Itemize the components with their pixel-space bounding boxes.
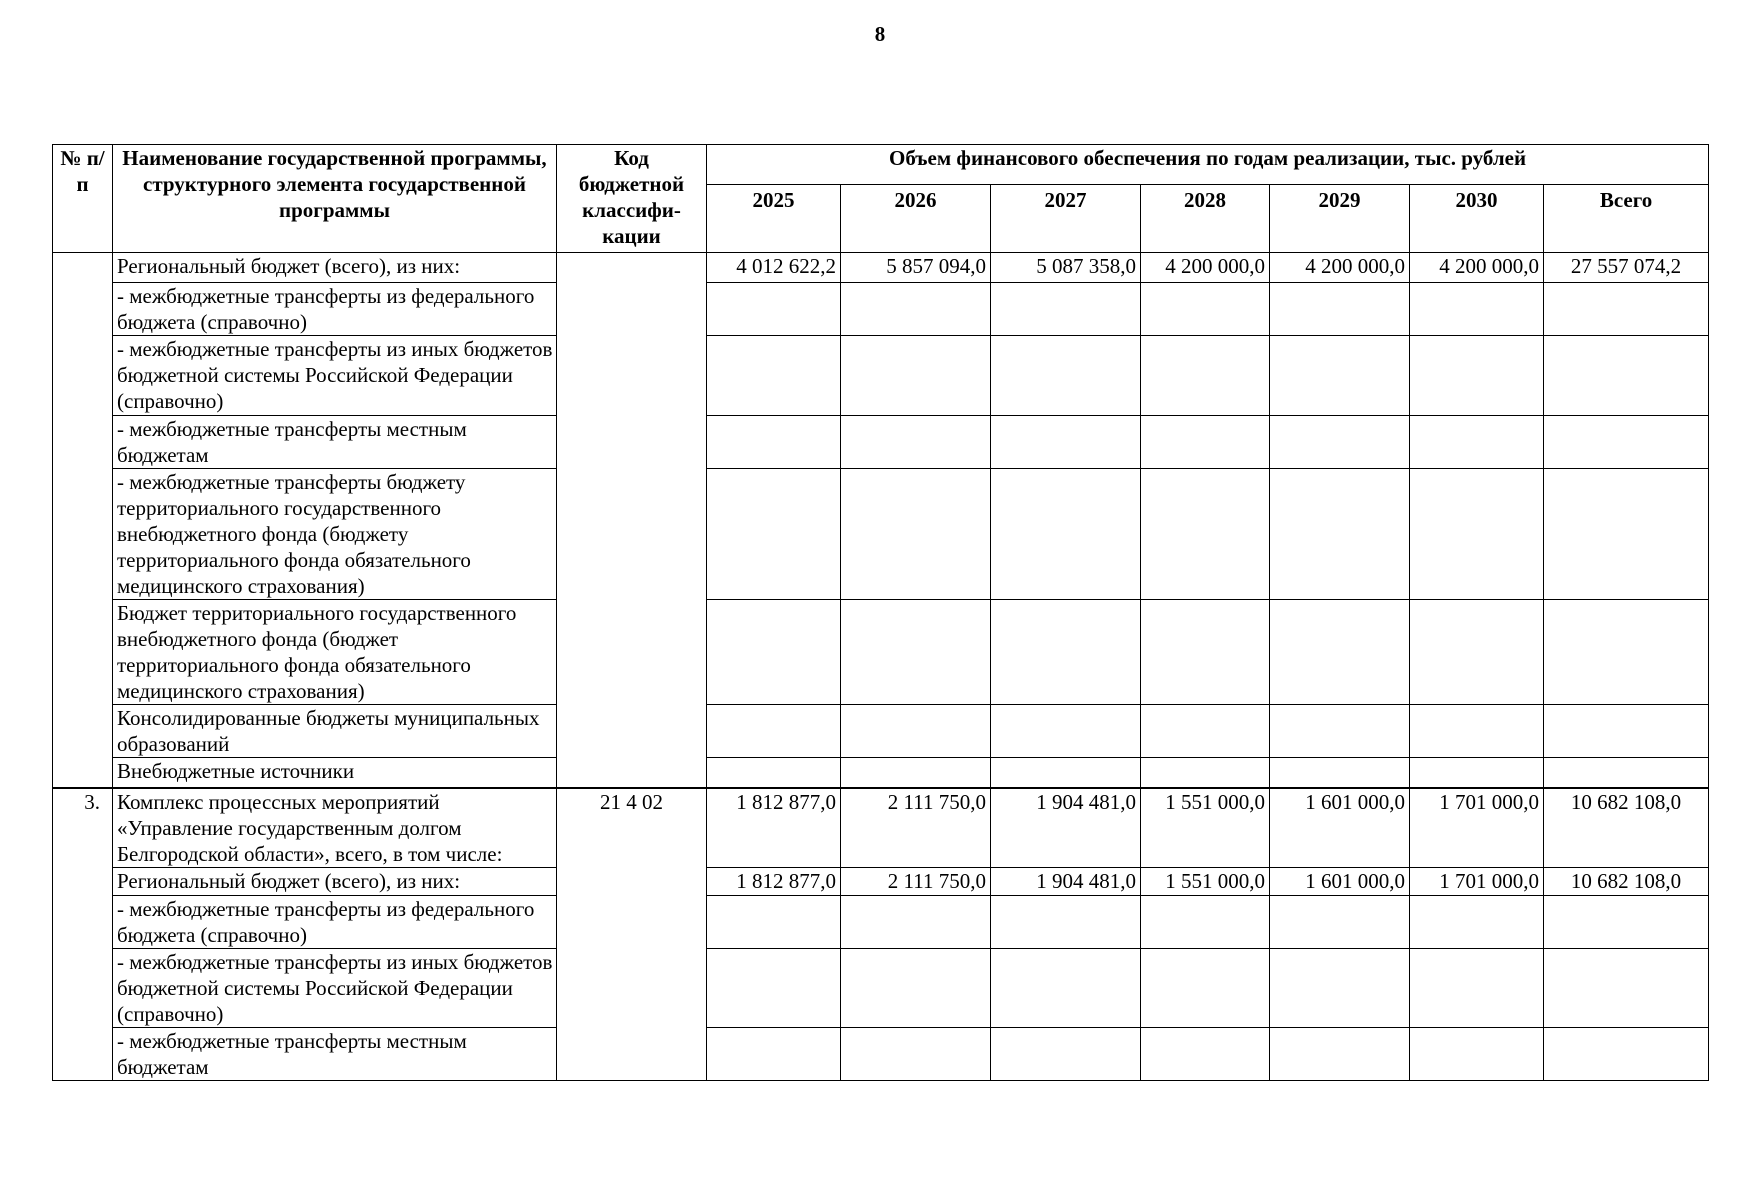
- year-value-cell: [707, 336, 841, 416]
- year-value-cell: [707, 758, 841, 788]
- total-value-cell: [1544, 948, 1709, 1027]
- year-value-cell: [1141, 336, 1270, 416]
- year-value-cell: [841, 336, 991, 416]
- year-value-cell: 5 857 094,0: [841, 253, 991, 283]
- header-year-2029: 2029: [1270, 185, 1410, 253]
- table-row: [53, 705, 1709, 758]
- year-value-cell: [707, 948, 841, 1027]
- table-row: [53, 867, 1709, 895]
- year-value-cell: [1410, 895, 1544, 948]
- year-value-cell: [841, 948, 991, 1027]
- year-value-cell: [991, 469, 1141, 600]
- year-value-cell: [1410, 1027, 1544, 1080]
- year-value-cell: [1270, 336, 1410, 416]
- row-name-cell: - межбюджетные трансферты из иных бюджетов бюджетной системы Российской Федерации (справочно): [113, 948, 557, 1027]
- year-value-cell: [1141, 758, 1270, 788]
- year-value-cell: [841, 705, 991, 758]
- year-value-cell: [707, 705, 841, 758]
- year-value-cell: [991, 1027, 1141, 1080]
- total-value-cell: [1544, 1027, 1709, 1080]
- row-name-cell: Внебюджетные источники: [113, 758, 557, 788]
- year-value-cell: [841, 1027, 991, 1080]
- year-value-cell: 4 200 000,0: [1410, 253, 1544, 283]
- year-value-cell: [991, 283, 1141, 336]
- year-value-cell: [841, 600, 991, 705]
- year-value-cell: [707, 1027, 841, 1080]
- row-name-cell: Региональный бюджет (всего), из них:: [113, 867, 557, 895]
- row-name-cell: - межбюджетные трансферты бюджету территориального государственного внебюджетного фонда (бюджету территориального фонда обязательного медицинского страхования): [113, 469, 557, 600]
- total-value-cell: 10 682 108,0: [1544, 867, 1709, 895]
- year-value-cell: 2 111 750,0: [841, 867, 991, 895]
- row-number-cell: 3.: [53, 788, 113, 1081]
- table-row: [53, 895, 1709, 948]
- year-value-cell: 5 087 358,0: [991, 253, 1141, 283]
- year-value-cell: 1 904 481,0: [991, 788, 1141, 868]
- year-value-cell: [1270, 416, 1410, 469]
- table-body: [53, 253, 1709, 1081]
- header-code: Код бюджетной классифи-кации: [557, 145, 707, 253]
- year-value-cell: 1 601 000,0: [1270, 867, 1410, 895]
- year-value-cell: [1141, 895, 1270, 948]
- year-value-cell: [1410, 758, 1544, 788]
- row-name-cell: - межбюджетные трансферты местным бюджетам: [113, 416, 557, 469]
- table-header: [53, 145, 1709, 253]
- row-name-cell: Консолидированные бюджеты муниципальных образований: [113, 705, 557, 758]
- budget-code-cell: [557, 253, 707, 788]
- table-row: [53, 948, 1709, 1027]
- total-value-cell: [1544, 469, 1709, 600]
- table-row: [53, 758, 1709, 788]
- year-value-cell: [707, 895, 841, 948]
- year-value-cell: [841, 283, 991, 336]
- year-value-cell: [1141, 1027, 1270, 1080]
- year-value-cell: 1 601 000,0: [1270, 788, 1410, 868]
- year-value-cell: [991, 758, 1141, 788]
- year-value-cell: [1410, 469, 1544, 600]
- year-value-cell: [1141, 600, 1270, 705]
- year-value-cell: [991, 416, 1141, 469]
- table-row: [53, 283, 1709, 336]
- header-name: Наименование государственной программы, структурного элемента государственной программы: [113, 145, 557, 253]
- header-total: Всего: [1544, 185, 1709, 253]
- year-value-cell: [1270, 600, 1410, 705]
- row-name-cell: - межбюджетные трансферты из иных бюджетов бюджетной системы Российской Федерации (справочно): [113, 336, 557, 416]
- year-value-cell: [707, 469, 841, 600]
- row-name-cell: - межбюджетные трансферты местным бюджетам: [113, 1027, 557, 1080]
- year-value-cell: 1 701 000,0: [1410, 788, 1544, 868]
- total-value-cell: [1544, 336, 1709, 416]
- year-value-cell: [841, 469, 991, 600]
- year-value-cell: [1270, 948, 1410, 1027]
- year-value-cell: [1410, 283, 1544, 336]
- table-row: [53, 253, 1709, 283]
- header-year-2030: 2030: [1410, 185, 1544, 253]
- total-value-cell: [1544, 705, 1709, 758]
- table-row: [53, 469, 1709, 600]
- year-value-cell: [991, 948, 1141, 1027]
- row-name-cell: Комплекс процессных мероприятий «Управление государственным долгом Белгородской области», всего, в том числе:: [113, 788, 557, 868]
- total-value-cell: [1544, 895, 1709, 948]
- year-value-cell: [841, 758, 991, 788]
- header-num: № п/п: [53, 145, 113, 253]
- page-number: 8: [874, 22, 886, 46]
- total-value-cell: [1544, 283, 1709, 336]
- header-year-2027: 2027: [991, 185, 1141, 253]
- row-name-cell: - межбюджетные трансферты из федерального бюджета (справочно): [113, 283, 557, 336]
- table-row: [53, 336, 1709, 416]
- table-row: [53, 788, 1709, 868]
- year-value-cell: [1270, 705, 1410, 758]
- year-value-cell: 1 551 000,0: [1141, 867, 1270, 895]
- year-value-cell: [991, 705, 1141, 758]
- year-value-cell: [1141, 283, 1270, 336]
- year-value-cell: [1410, 600, 1544, 705]
- year-value-cell: 4 012 622,2: [707, 253, 841, 283]
- year-value-cell: [1410, 416, 1544, 469]
- total-value-cell: 27 557 074,2: [1544, 253, 1709, 283]
- year-value-cell: [991, 895, 1141, 948]
- table-row: [53, 1027, 1709, 1080]
- table-row: [53, 600, 1709, 705]
- year-value-cell: [1141, 705, 1270, 758]
- table-row: [53, 416, 1709, 469]
- row-name-cell: Бюджет территориального государственного внебюджетного фонда (бюджет территориального фонда обязательного медицинского страхования): [113, 600, 557, 705]
- total-value-cell: 10 682 108,0: [1544, 788, 1709, 868]
- year-value-cell: [1141, 469, 1270, 600]
- total-value-cell: [1544, 758, 1709, 788]
- year-value-cell: [1270, 895, 1410, 948]
- header-year-2025: 2025: [707, 185, 841, 253]
- year-value-cell: [707, 416, 841, 469]
- year-value-cell: [1410, 948, 1544, 1027]
- year-value-cell: [1270, 283, 1410, 336]
- financing-table: [52, 144, 1709, 1081]
- year-value-cell: 1 812 877,0: [707, 788, 841, 868]
- row-name-cell: - межбюджетные трансферты из федерального бюджета (справочно): [113, 895, 557, 948]
- total-value-cell: [1544, 600, 1709, 705]
- row-name-cell: Региональный бюджет (всего), из них:: [113, 253, 557, 283]
- header-year-2028: 2028: [1141, 185, 1270, 253]
- year-value-cell: [1141, 948, 1270, 1027]
- year-value-cell: [1410, 705, 1544, 758]
- year-value-cell: 2 111 750,0: [841, 788, 991, 868]
- year-value-cell: 4 200 000,0: [1141, 253, 1270, 283]
- header-volume: Объем финансового обеспечения по годам реализации, тыс. рублей: [707, 145, 1709, 185]
- header-year-2026: 2026: [841, 185, 991, 253]
- year-value-cell: [1270, 469, 1410, 600]
- year-value-cell: [841, 416, 991, 469]
- year-value-cell: [1270, 758, 1410, 788]
- year-value-cell: 1 551 000,0: [1141, 788, 1270, 868]
- year-value-cell: [1141, 416, 1270, 469]
- year-value-cell: [991, 336, 1141, 416]
- row-number-cell: [53, 253, 113, 788]
- year-value-cell: [1270, 1027, 1410, 1080]
- year-value-cell: 4 200 000,0: [1270, 253, 1410, 283]
- total-value-cell: [1544, 416, 1709, 469]
- year-value-cell: 1 904 481,0: [991, 867, 1141, 895]
- year-value-cell: [841, 895, 991, 948]
- year-value-cell: [991, 600, 1141, 705]
- budget-code-cell: 21 4 02: [557, 788, 707, 1081]
- year-value-cell: 1 812 877,0: [707, 867, 841, 895]
- year-value-cell: [1410, 336, 1544, 416]
- year-value-cell: [707, 600, 841, 705]
- year-value-cell: [707, 283, 841, 336]
- year-value-cell: 1 701 000,0: [1410, 867, 1544, 895]
